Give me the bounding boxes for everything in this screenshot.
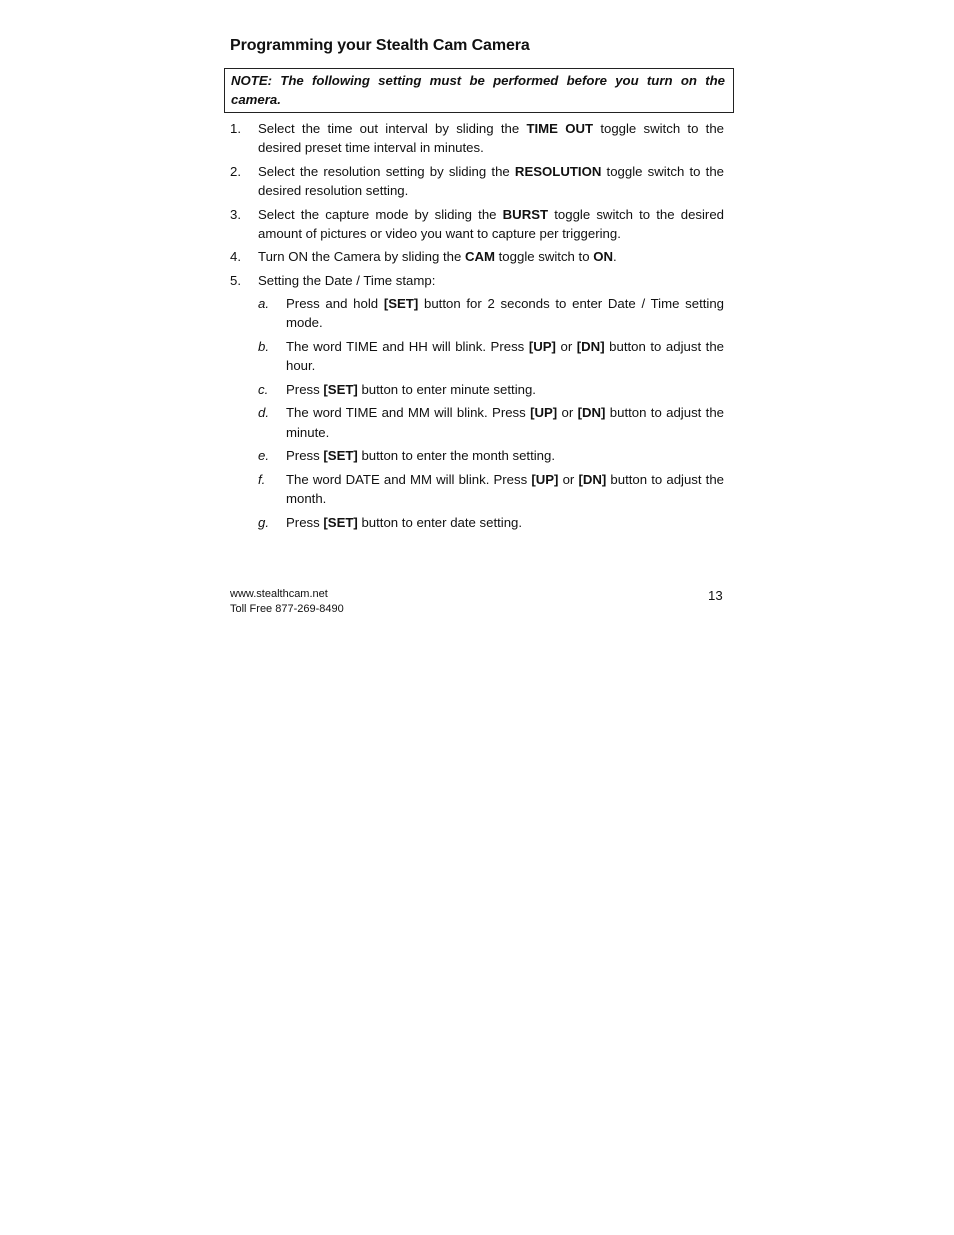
substep-text: The word TIME and MM will blink. Press xyxy=(286,405,531,421)
footer-contact xyxy=(230,587,344,617)
step-text: toggle switch to the desired preset time interval in minutes. xyxy=(258,121,724,156)
substep-text: button to adjust the month. xyxy=(286,471,725,506)
button-label: [SET] xyxy=(383,296,419,312)
substep-text: Press and hold xyxy=(286,296,384,312)
substep-letter: b. xyxy=(258,338,269,354)
substep-text: or xyxy=(558,471,579,487)
substep-letter: a. xyxy=(258,296,269,312)
steps-list xyxy=(230,119,724,536)
step-text: . xyxy=(613,249,617,265)
substep-letter: f. xyxy=(258,471,266,487)
step-item xyxy=(230,205,724,243)
button-label: [SET] xyxy=(323,514,358,530)
button-label: [UP] xyxy=(531,471,559,487)
substep-letter: g. xyxy=(258,514,269,530)
step-item xyxy=(230,119,724,157)
substep-item xyxy=(258,294,724,332)
button-label: [SET] xyxy=(323,381,358,397)
step-text: toggle switch to the desired resolution setting. xyxy=(258,163,724,198)
step-keyword: ON xyxy=(593,249,613,265)
button-label: [UP] xyxy=(528,338,556,354)
button-label: [SET] xyxy=(323,448,358,464)
substep-text: button to enter minute setting. xyxy=(357,381,536,397)
step-text: Select the resolution setting by sliding the xyxy=(258,163,515,179)
substep-item xyxy=(258,446,724,465)
substep-item xyxy=(258,470,724,508)
substep-item xyxy=(258,337,724,375)
step-keyword: TIME OUT xyxy=(526,121,594,136)
step-number: 2. xyxy=(230,163,241,179)
step-item xyxy=(230,271,724,532)
button-label: [DN] xyxy=(578,471,607,487)
substep-text: or xyxy=(555,338,577,354)
substep-text: button for 2 seconds to enter Date / Time setting mode. xyxy=(286,296,725,331)
substep-text: button to adjust the minute. xyxy=(286,405,724,440)
step-number: 1. xyxy=(230,121,241,136)
substep-letter: e. xyxy=(258,448,269,464)
substep-letter: d. xyxy=(258,405,269,421)
step-text: Select the time out interval by sliding the xyxy=(258,121,527,136)
substep-item xyxy=(258,380,724,399)
substep-text: Press xyxy=(286,381,324,397)
substep-letter: c. xyxy=(258,381,269,397)
step-text: Setting the Date / Time stamp: xyxy=(258,272,436,288)
substep-text: Press xyxy=(286,448,324,464)
step-item xyxy=(230,247,724,266)
step-item xyxy=(230,162,724,200)
substep-text: The word TIME and HH will blink. Press xyxy=(286,338,529,354)
substep-text: The word DATE and MM will blink. Press xyxy=(286,471,532,487)
page-number: 13 xyxy=(708,588,723,603)
substep-text: button to adjust the hour. xyxy=(286,338,724,374)
step-text: toggle switch to xyxy=(494,249,594,265)
step-text: toggle switch to the desired amount of pictures or video you want to capture per triggering. xyxy=(258,206,724,241)
step-number: 3. xyxy=(230,206,241,222)
toll-free-phone: Toll Free 877-269-8490 xyxy=(230,603,344,615)
substep-text: button to enter the month setting. xyxy=(357,448,556,464)
button-label: [DN] xyxy=(576,338,605,354)
step-number: 4. xyxy=(230,249,241,265)
step-keyword: RESOLUTION xyxy=(514,163,602,179)
step-text: Select the capture mode by sliding the xyxy=(258,206,503,222)
step-keyword: CAM xyxy=(464,249,495,265)
substep-text: Press xyxy=(286,514,324,530)
page-title: Programming your Stealth Cam Camera xyxy=(230,37,530,54)
step-text: Turn ON the Camera by sliding the xyxy=(258,249,465,265)
substep-item xyxy=(258,403,724,441)
substep-text: or xyxy=(557,405,578,421)
step-keyword: BURST xyxy=(502,206,549,222)
note-box: NOTE: The following setting must be performed before you turn on the camera. xyxy=(224,68,734,113)
substep-text: button to enter date setting. xyxy=(357,514,523,530)
website-link: www.stealthcam.net xyxy=(230,588,328,600)
step-number: 5. xyxy=(230,272,241,288)
button-label: [UP] xyxy=(530,405,558,421)
button-label: [DN] xyxy=(577,405,606,421)
substeps-list xyxy=(258,294,724,532)
substep-item xyxy=(258,513,724,532)
